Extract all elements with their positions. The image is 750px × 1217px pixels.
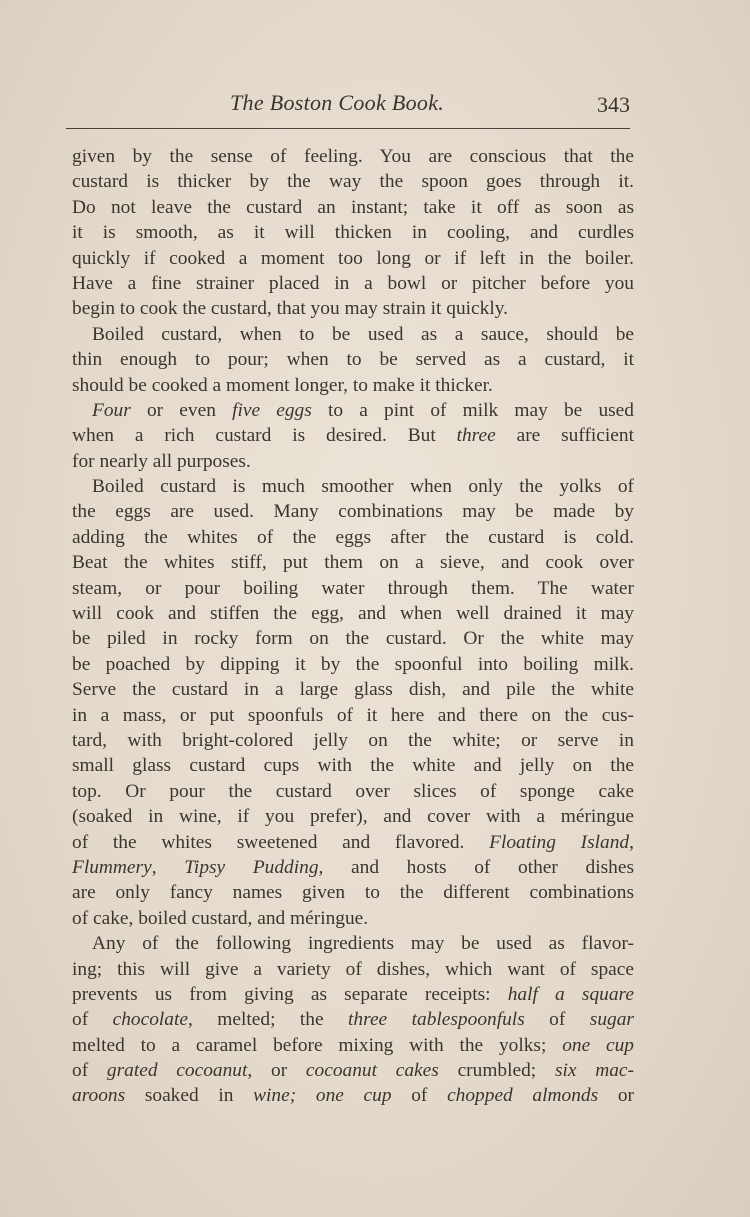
- page-header: [70, 88, 630, 124]
- paragraph-start: Boiled custard, when to be used as a sauce, should be: [92, 323, 634, 345]
- text-line: quickly if cooked a moment too long or if left in the boiler.: [72, 247, 634, 269]
- text-line: given by the sense of feeling. You are conscious that the: [72, 146, 634, 167]
- text-line: be piled in rocky form on the custard. Or the white may: [72, 628, 634, 650]
- text-line: are only fancy names given to the different combinations: [72, 882, 634, 904]
- text-line: adding the whites of the eggs after the custard is cold.: [72, 526, 634, 548]
- body-text: [72, 144, 634, 1109]
- text-line: it is smooth, as it will thicken in cooling, and curdles: [72, 222, 634, 244]
- text-line: melted to a caramel before mixing with the yolks; one cup: [72, 1034, 634, 1056]
- text-line: of grated cocoanut, or cocoanut cakes crumbled; six mac-: [72, 1060, 634, 1082]
- text-line: top. Or pour the custard over slices of sponge cake: [72, 780, 634, 802]
- text-line: begin to cook the custard, that you may strain it quickly.: [72, 298, 509, 320]
- text-line: when a rich custard is desired. But three are sufficient: [72, 425, 634, 447]
- text-line: Serve the custard in a large glass dish, and pile the white: [72, 679, 634, 701]
- text-line: for nearly all purposes.: [72, 450, 251, 472]
- header-rule: [66, 128, 630, 129]
- text-line: of chocolate, melted; the three tablespoonfuls of sugar: [72, 1009, 634, 1031]
- text-line: of the whites sweetened and flavored. Floating Island,: [72, 831, 634, 853]
- text-line: steam, or pour boiling water through them. The water: [72, 577, 634, 599]
- text-line: in a mass, or put spoonfuls of it here and there on the cus-: [72, 704, 634, 726]
- text-line: ing; this will give a variety of dishes, which want of space: [72, 958, 634, 980]
- paragraph-start: Any of the following ingredients may be used as flavor-: [92, 933, 634, 955]
- text-line: custard is thicker by the way the spoon goes through it.: [72, 171, 634, 193]
- text-line: thin enough to pour; when to be served as a custard, it: [72, 349, 634, 371]
- text-line: small glass custard cups with the white and jelly on the: [72, 755, 634, 777]
- text-line: of cake, boiled custard, and méringue.: [72, 907, 369, 929]
- text-line: Do not leave the custard an instant; take it off as soon as: [72, 196, 634, 218]
- running-title: The Boston Cook Book.: [230, 90, 445, 115]
- text-line: Have a fine strainer placed in a bowl or pitcher before you: [72, 272, 634, 294]
- page-number: 343: [597, 92, 630, 117]
- text-line: prevents us from giving as separate receipts: half a square: [72, 983, 634, 1005]
- text-line: tard, with bright-colored jelly on the white; or serve in: [72, 729, 634, 751]
- text-line: should be cooked a moment longer, to make it thicker.: [72, 374, 493, 396]
- paragraph-start: Boiled custard is much smoother when only the yolks of: [92, 476, 634, 498]
- text-line: be poached by dipping it by the spoonful into boiling milk.: [72, 653, 634, 675]
- text-line: aroons soaked in wine; one cup of chopped almonds or: [72, 1085, 634, 1107]
- text-line: (soaked in wine, if you prefer), and cover with a méringue: [72, 806, 634, 828]
- text-line: Beat the whites stiff, put them on a sieve, and cook over: [72, 552, 634, 574]
- text-line: will cook and stiffen the egg, and when well drained it may: [72, 603, 634, 625]
- text-line: Flummery, Tipsy Pudding, and hosts of other dishes: [72, 856, 634, 878]
- paragraph-start: Four or even five eggs to a pint of milk may be used: [92, 399, 634, 421]
- text-line: the eggs are used. Many combinations may be made by: [72, 501, 634, 523]
